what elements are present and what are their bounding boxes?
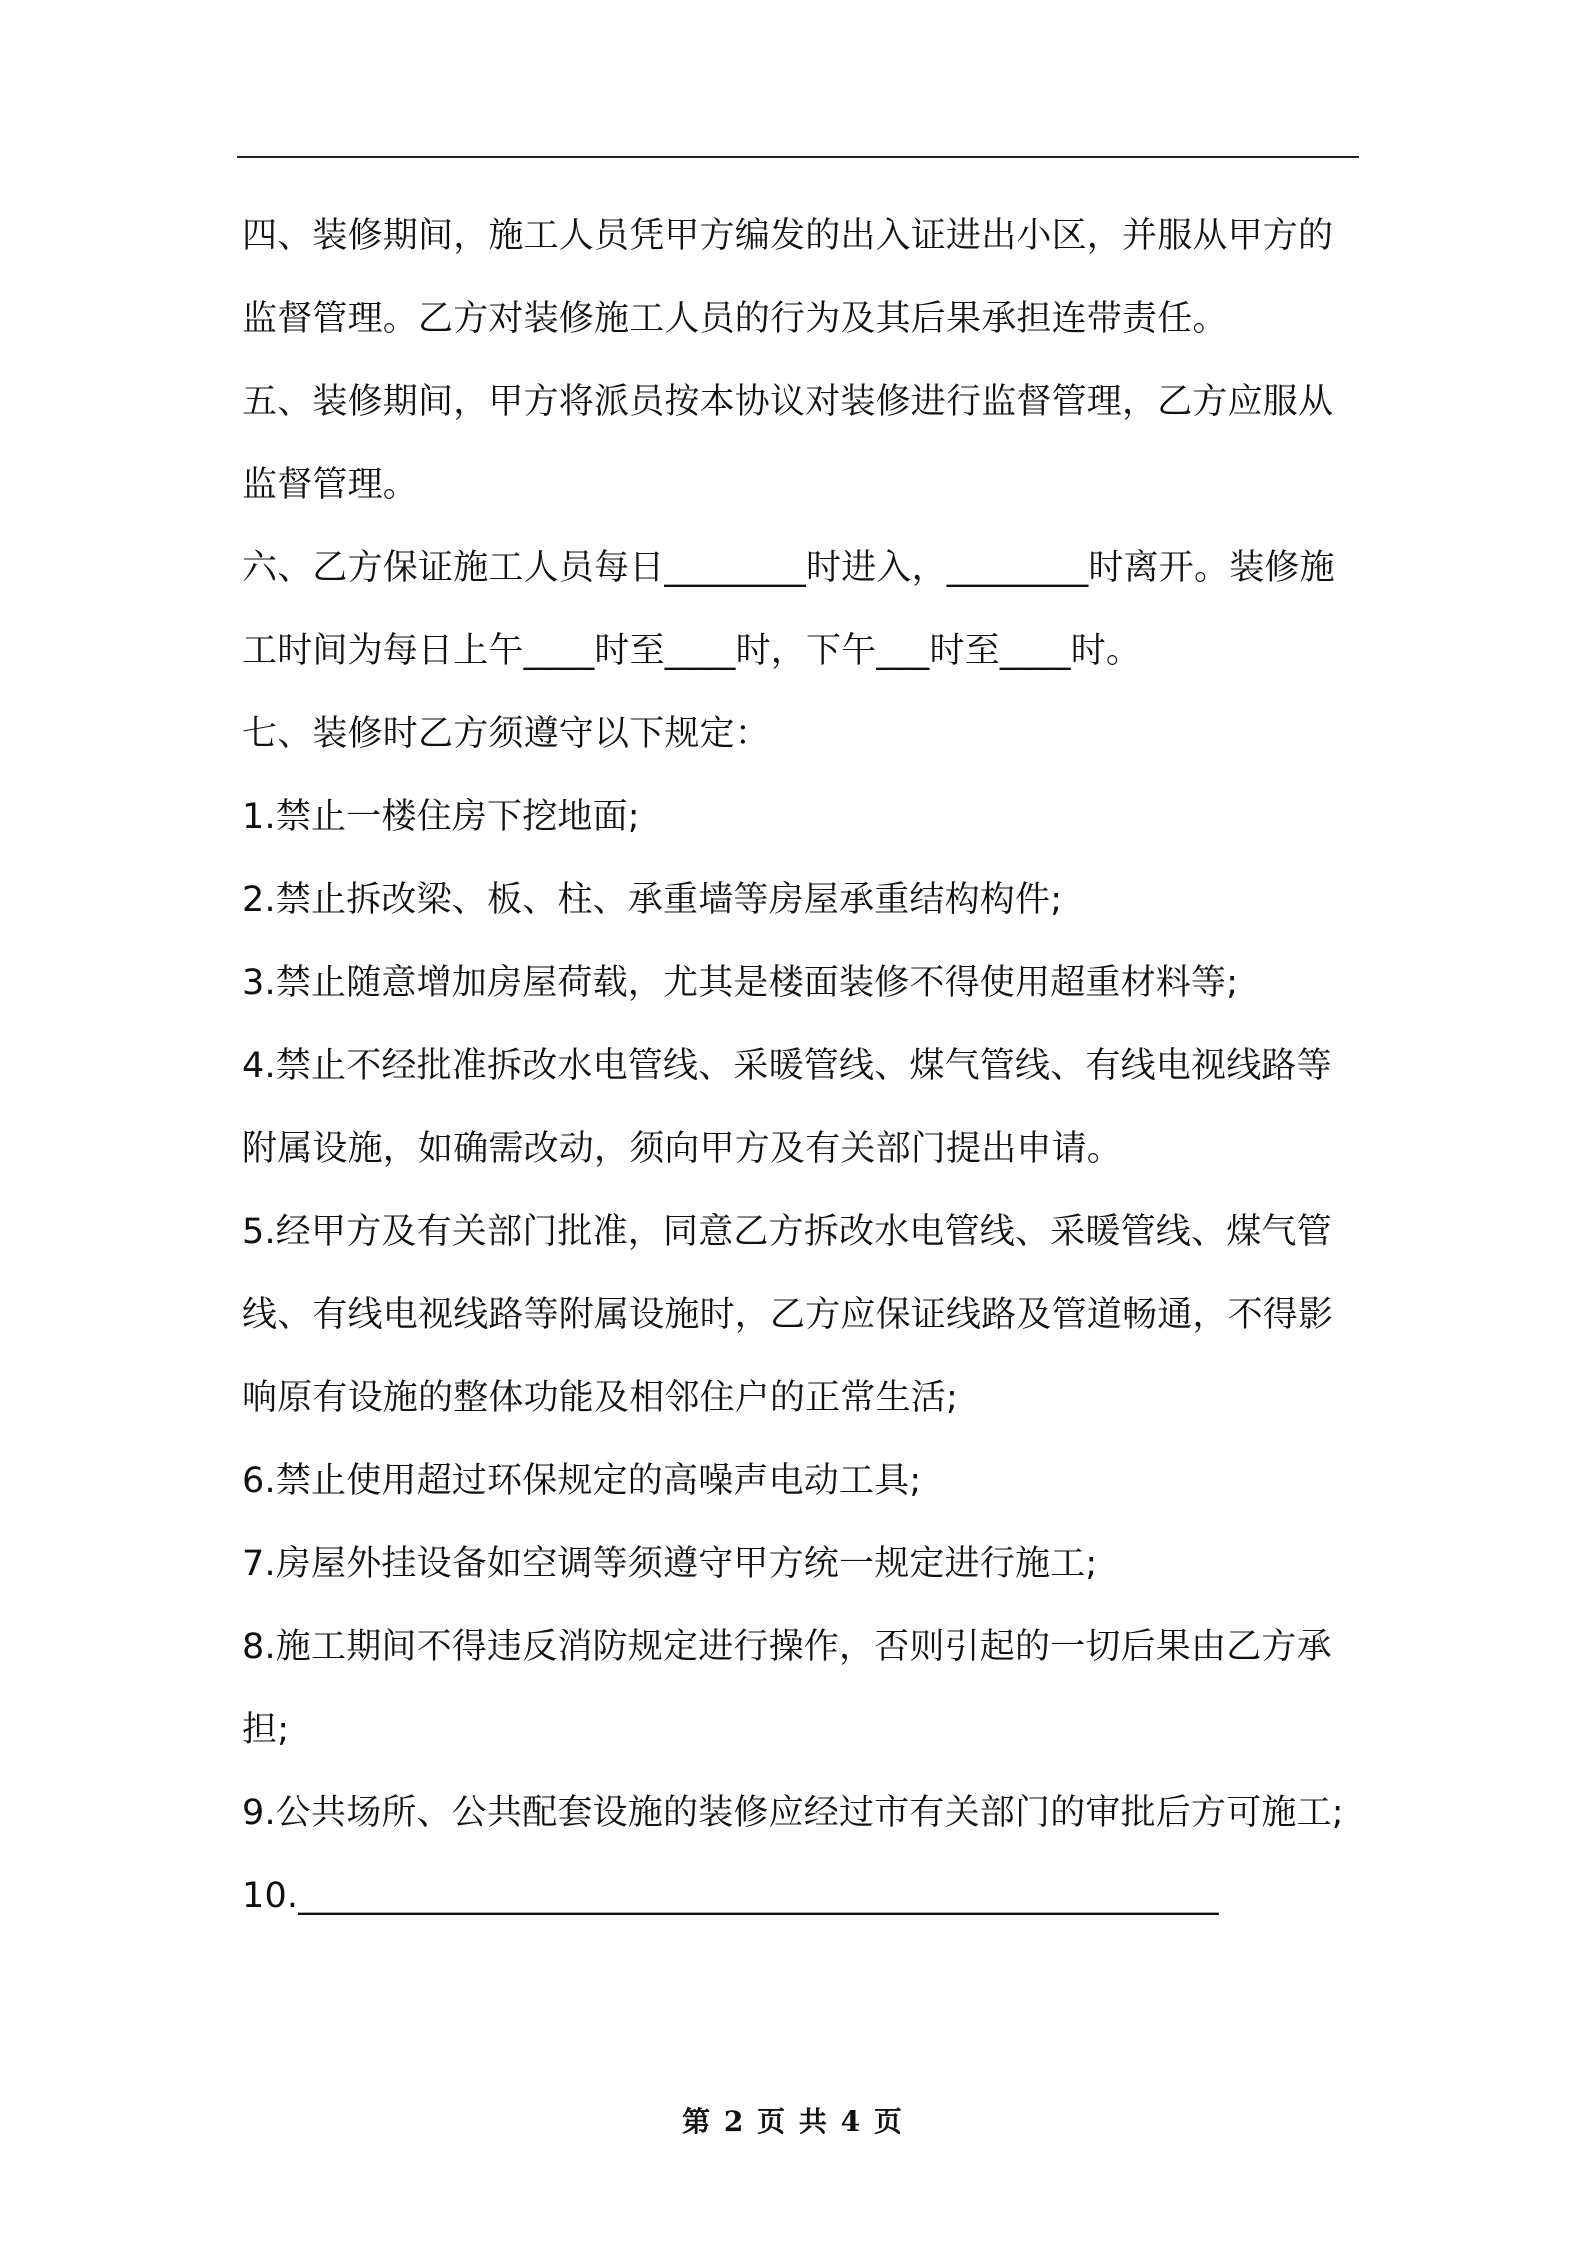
- clause-5: 五、装修期间，甲方将派员按本协议对装修进行监督管理，乙方应服从监督管理。: [242, 382, 1334, 505]
- rule-item-2: 2.禁止拆改梁、板、柱、承重墙等房屋承重结构构件;: [242, 880, 1063, 920]
- document-body: [242, 195, 1362, 1938]
- rule-item-8: 8.施工期间不得违反消防规定进行操作，否则引起的一切后果由乙方承担;: [242, 1627, 1332, 1750]
- header-divider: [237, 156, 1359, 158]
- clause-4: 四、装修期间，施工人员凭甲方编发的出入证进出小区，并服从甲方的监督管理。乙方对装修施工人员的行为及其后果承担连带责任。: [242, 216, 1334, 339]
- rule-item-1: 1.禁止一楼住房下挖地面;: [242, 797, 640, 837]
- rule-item-9: 9.公共场所、公共配套设施的装修应经过市有关部门的审批后方可施工;: [242, 1793, 1344, 1833]
- clause-6: 六、乙方保证施工人员每日________时进入，________时离开。装修施工时间为每日上午____时至____时，下午___时至____时。: [242, 548, 1335, 671]
- rule-item-5: 5.经甲方及有关部门批准，同意乙方拆改水电管线、采暖管线、煤气管线、有线电视线路等附属设施时，乙方应保证线路及管道畅通，不得影响原有设施的整体功能及相邻住户的正常生活;: [242, 1212, 1334, 1418]
- rule-item-10: 10.____________________________________________________: [242, 1876, 1219, 1916]
- page-number: 第 2 页 共 4 页: [682, 2105, 904, 2138]
- clause-7-heading: 七、装修时乙方须遵守以下规定：: [242, 714, 771, 754]
- rule-item-7: 7.房屋外挂设备如空调等须遵守甲方统一规定进行施工;: [242, 1544, 1098, 1584]
- rule-item-6: 6.禁止使用超过环保规定的高噪声电动工具;: [242, 1461, 922, 1501]
- rule-item-3: 3.禁止随意增加房屋荷载，尤其是楼面装修不得使用超重材料等;: [242, 963, 1239, 1003]
- rule-item-4: 4.禁止不经批准拆改水电管线、采暖管线、煤气管线、有线电视线路等附属设施，如确需改动，须向甲方及有关部门提出申请。: [242, 1046, 1332, 1169]
